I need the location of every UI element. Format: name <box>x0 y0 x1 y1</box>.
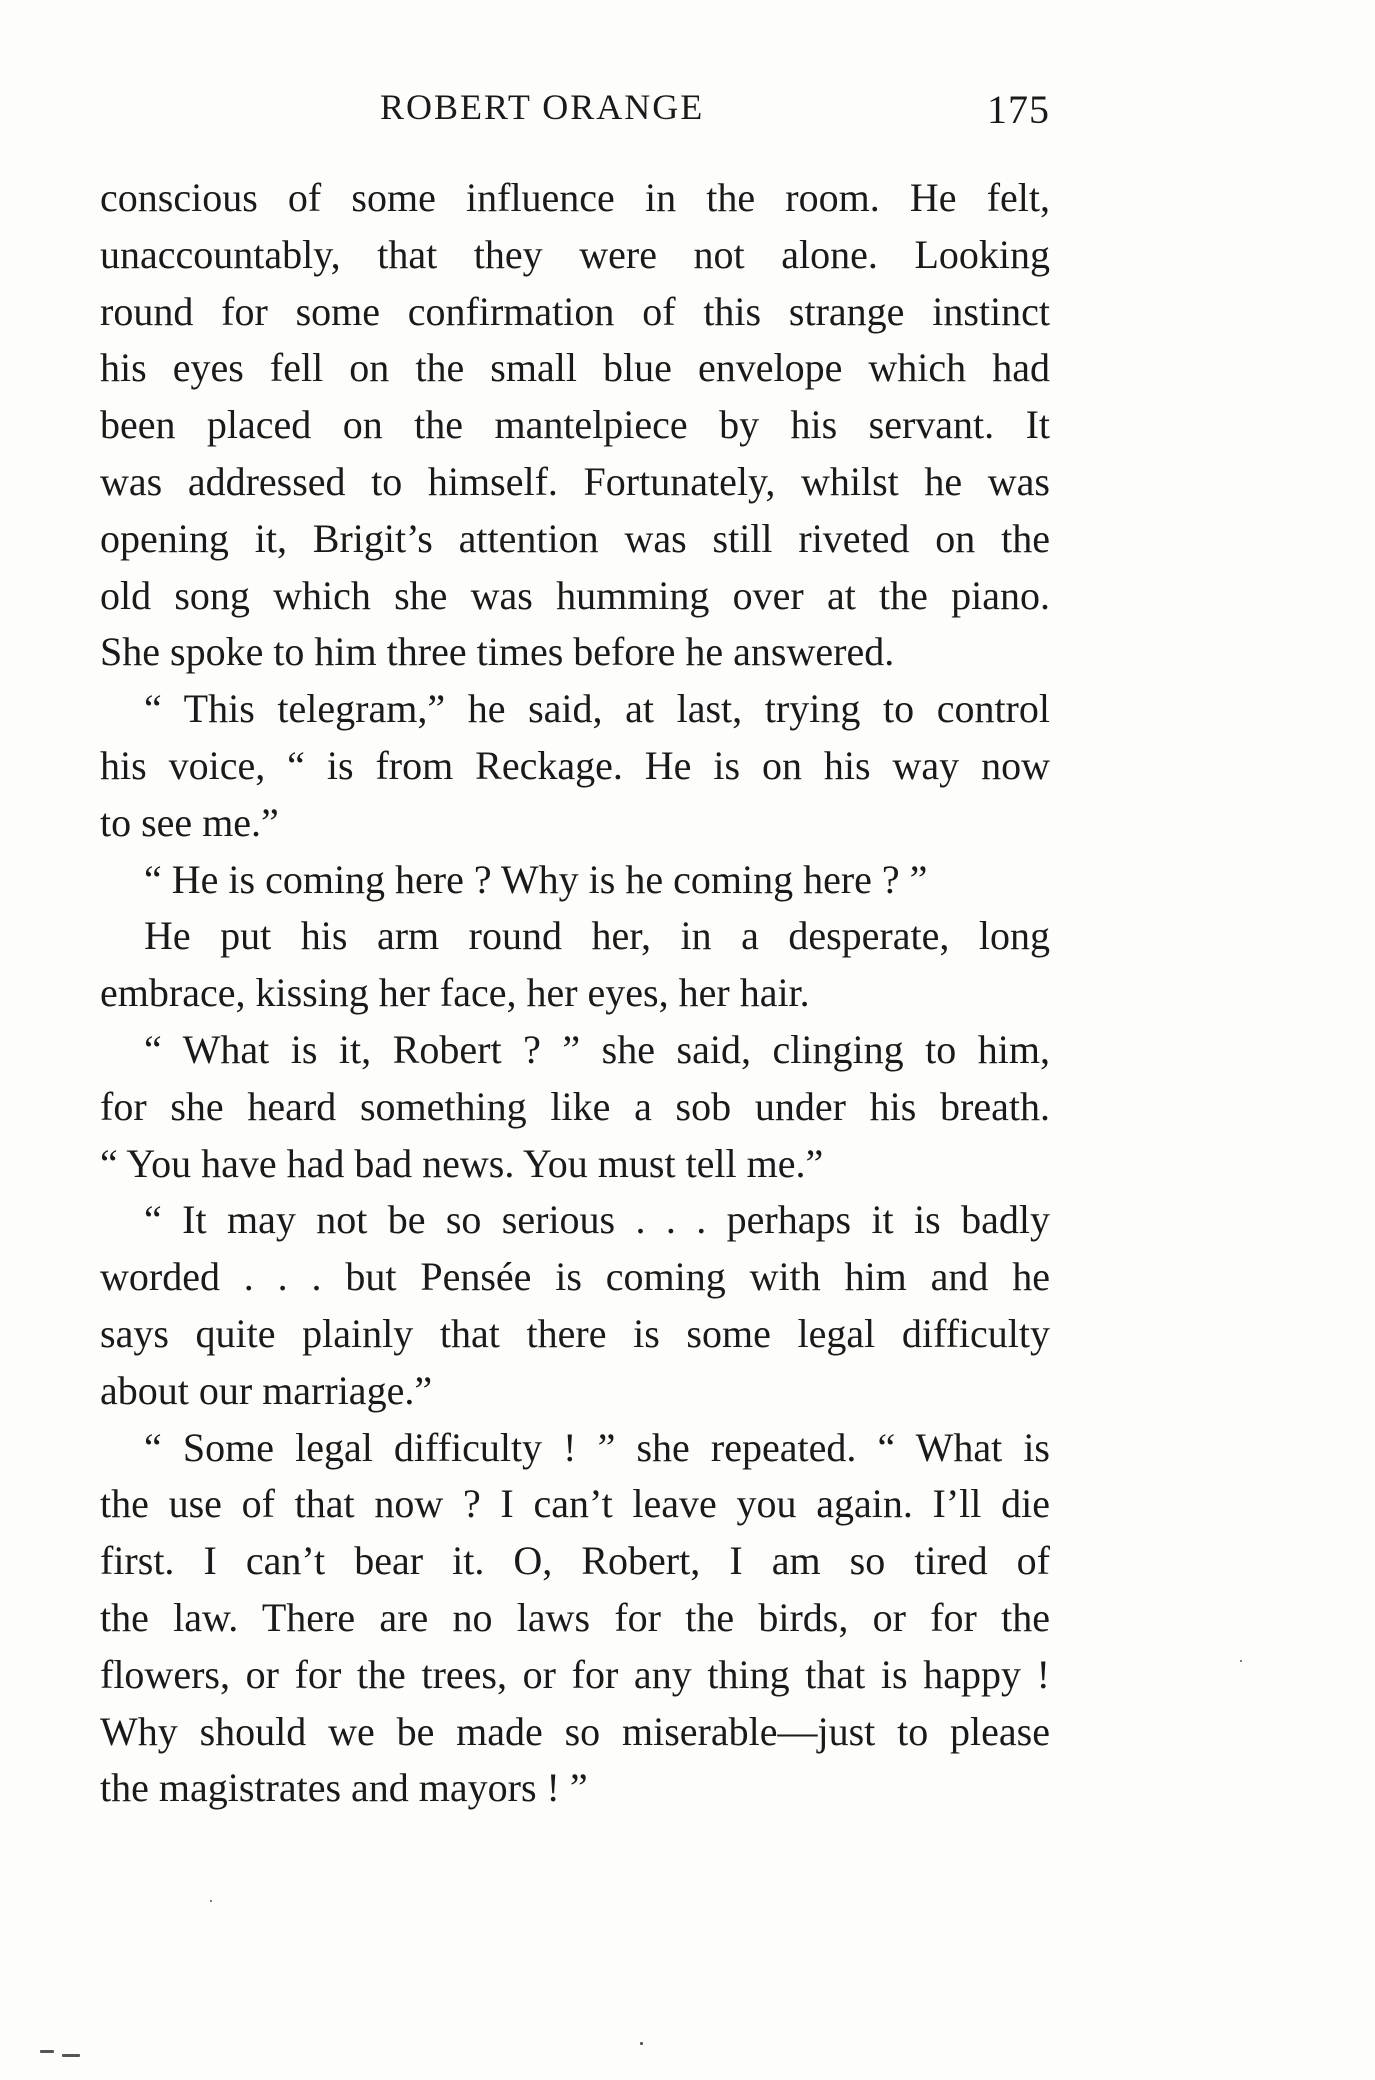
text-line: opening it, Brigit’s attention was still riveted on the <box>100 515 1050 561</box>
text-line: “ It may not be so serious . . . perhaps it is badly <box>144 1197 1050 1243</box>
text-line: She spoke to him three times before he answered. <box>100 629 895 675</box>
text-line: round for some confirmation of this strange instinct <box>100 288 1050 334</box>
scan-speck <box>640 2042 643 2045</box>
text-line: “ He is coming here ? Why is he coming here ? ” <box>144 856 928 902</box>
text-line: flowers, or for the trees, or for any thing that is happy ! <box>100 1651 1050 1697</box>
text-line: “ You have had bad news. You must tell me.” <box>100 1140 824 1186</box>
body-text <box>100 170 1050 1817</box>
text-line: the magistrates and mayors ! ” <box>100 1765 588 1811</box>
text-line: the use of that now ? I can’t leave you again. I’ll die <box>100 1481 1050 1527</box>
scan-speck <box>1240 1660 1242 1662</box>
running-head <box>100 86 1050 136</box>
running-title: ROBERT ORANGE <box>380 87 705 127</box>
text-line: about our marriage.” <box>100 1367 433 1413</box>
page-number: 175 <box>987 87 1050 132</box>
text-line: been placed on the mantelpiece by his servant. It <box>100 402 1050 448</box>
text-line: the law. There are no laws for the birds, or for the <box>100 1594 1050 1640</box>
text-line: to see me.” <box>100 799 279 845</box>
text-line: says quite plainly that there is some legal difficulty <box>100 1310 1050 1356</box>
text-line: his voice, “ is from Reckage. He is on his way now <box>100 742 1050 788</box>
text-line: worded . . . but Pensée is coming with him and he <box>100 1254 1050 1300</box>
text-line: embrace, kissing her face, her eyes, her hair. <box>100 970 810 1016</box>
scan-speck <box>62 2054 80 2057</box>
text-line: first. I can’t bear it. O, Robert, I am so tired of <box>100 1538 1050 1584</box>
text-line: for she heard something like a sob under his breath. <box>100 1083 1050 1129</box>
text-line: “ Some legal difficulty ! ” she repeated. “ What is <box>144 1424 1050 1470</box>
text-line: “ This telegram,” he said, at last, trying to control <box>144 686 1050 732</box>
text-line: old song which she was humming over at the piano. <box>100 572 1050 618</box>
text-line: his eyes fell on the small blue envelope which had <box>100 345 1050 391</box>
text-line: conscious of some influence in the room. He felt, <box>100 175 1050 220</box>
text-line: Why should we be made so miserable—just to please <box>100 1708 1050 1754</box>
text-line: was addressed to himself. Fortunately, whilst he was <box>100 458 1050 504</box>
scan-speck <box>40 2050 54 2053</box>
text-line: He put his arm round her, in a desperate, long <box>144 913 1050 959</box>
text-line: unaccountably, that they were not alone. Looking <box>100 231 1050 277</box>
text-line: “ What is it, Robert ? ” she said, clinging to him, <box>144 1026 1050 1072</box>
scan-speck <box>210 1900 212 1902</box>
